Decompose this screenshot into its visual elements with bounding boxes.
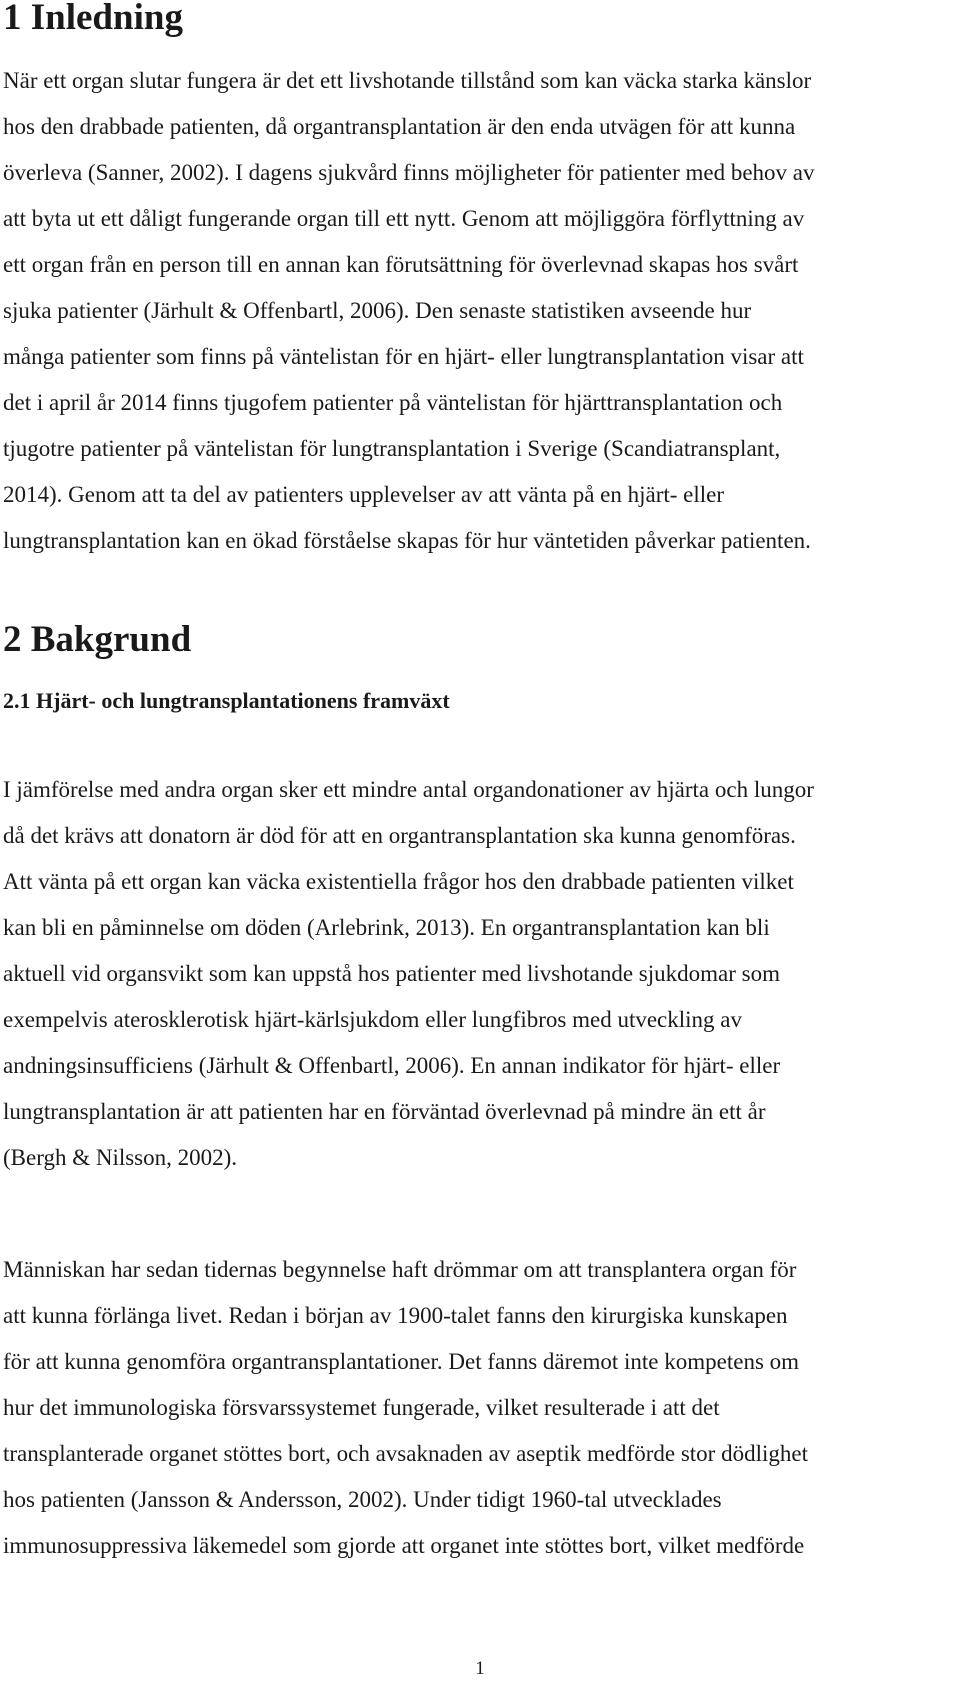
- text-line: andningsinsufficiens (Järhult & Offenbartl, 2006). En annan indikator för hjärt- eller: [3, 1053, 781, 1078]
- section-heading-bakgrund: 2 Bakgrund: [3, 619, 192, 660]
- text-line: immunosuppressiva läkemedel som gjorde att organet inte stöttes bort, vilket medförde: [3, 1533, 805, 1558]
- section-heading-inledning: 1 Inledning: [3, 0, 183, 38]
- text-line: Att vänta på ett organ kan väcka existentiella frågor hos den drabbade patienten vilket: [3, 869, 794, 894]
- text-line: lungtransplantation kan en ökad förståelse skapas för hur väntetiden påverkar patienten.: [3, 528, 811, 553]
- text-line: många patienter som finns på väntelistan för en hjärt- eller lungtransplantation visar att: [3, 344, 804, 369]
- paragraph-bakgrund-2: [3, 1247, 958, 1569]
- text-line: I jämförelse med andra organ sker ett mindre antal organdonationer av hjärta och lungor: [3, 777, 814, 802]
- text-line: tjugotre patienter på väntelistan för lungtransplantation i Sverige (Scandiatransplant,: [3, 436, 781, 461]
- text-line: då det krävs att donatorn är död för att en organtransplantation ska kunna genomföras.: [3, 823, 796, 848]
- text-line: ett organ från en person till en annan kan förutsättning för överlevnad skapas hos svårt: [3, 252, 799, 277]
- paragraph-bakgrund-1: [3, 767, 958, 1181]
- text-line: hur det immunologiska försvarssystemet fungerade, vilket resulterade i att det: [3, 1395, 720, 1420]
- subsection-heading-framvaxt: 2.1 Hjärt- och lungtransplantationens framväxt: [3, 688, 450, 713]
- text-line: det i april år 2014 finns tjugofem patienter på väntelistan för hjärttransplantation och: [3, 390, 783, 415]
- text-line: kan bli en påminnelse om döden (Arlebrink, 2013). En organtransplantation kan bli: [3, 915, 770, 940]
- text-line: 2014). Genom att ta del av patienters upplevelser av att vänta på en hjärt- eller: [3, 482, 725, 507]
- text-line: Människan har sedan tidernas begynnelse haft drömmar om att transplantera organ för: [3, 1257, 797, 1282]
- text-line: lungtransplantation är att patienten har en förväntad överlevnad på mindre än ett år: [3, 1099, 766, 1124]
- text-line: (Bergh & Nilsson, 2002).: [3, 1145, 238, 1170]
- text-line: att byta ut ett dåligt fungerande organ till ett nytt. Genom att möjliggöra förflyttning av: [3, 206, 805, 231]
- text-line: att kunna förlänga livet. Redan i början av 1900-talet fanns den kirurgiska kunskapen: [3, 1303, 788, 1328]
- text-line: för att kunna genomföra organtransplantationer. Det fanns däremot inte kompetens om: [3, 1349, 800, 1374]
- paragraph-inledning: [3, 58, 958, 564]
- text-line: När ett organ slutar fungera är det ett livshotande tillstånd som kan väcka starka känslor: [3, 68, 812, 93]
- text-line: exempelvis aterosklerotisk hjärt-kärlsjukdom eller lungfibros med utveckling av: [3, 1007, 742, 1032]
- text-line: hos den drabbade patienten, då organtransplantation är den enda utvägen för att kunna: [3, 114, 796, 139]
- page-number: 1: [475, 1658, 485, 1679]
- text-line: hos patienten (Jansson & Andersson, 2002). Under tidigt 1960-tal utvecklades: [3, 1487, 722, 1512]
- text-line: aktuell vid organsvikt som kan uppstå hos patienter med livshotande sjukdomar som: [3, 961, 780, 986]
- text-line: överleva (Sanner, 2002). I dagens sjukvård finns möjligheter för patienter med behov av: [3, 160, 815, 185]
- text-line: transplanterade organet stöttes bort, och avsaknaden av aseptik medförde stor dödlighet: [3, 1441, 808, 1466]
- text-line: sjuka patienter (Järhult & Offenbartl, 2006). Den senaste statistiken avseende hur: [3, 298, 752, 323]
